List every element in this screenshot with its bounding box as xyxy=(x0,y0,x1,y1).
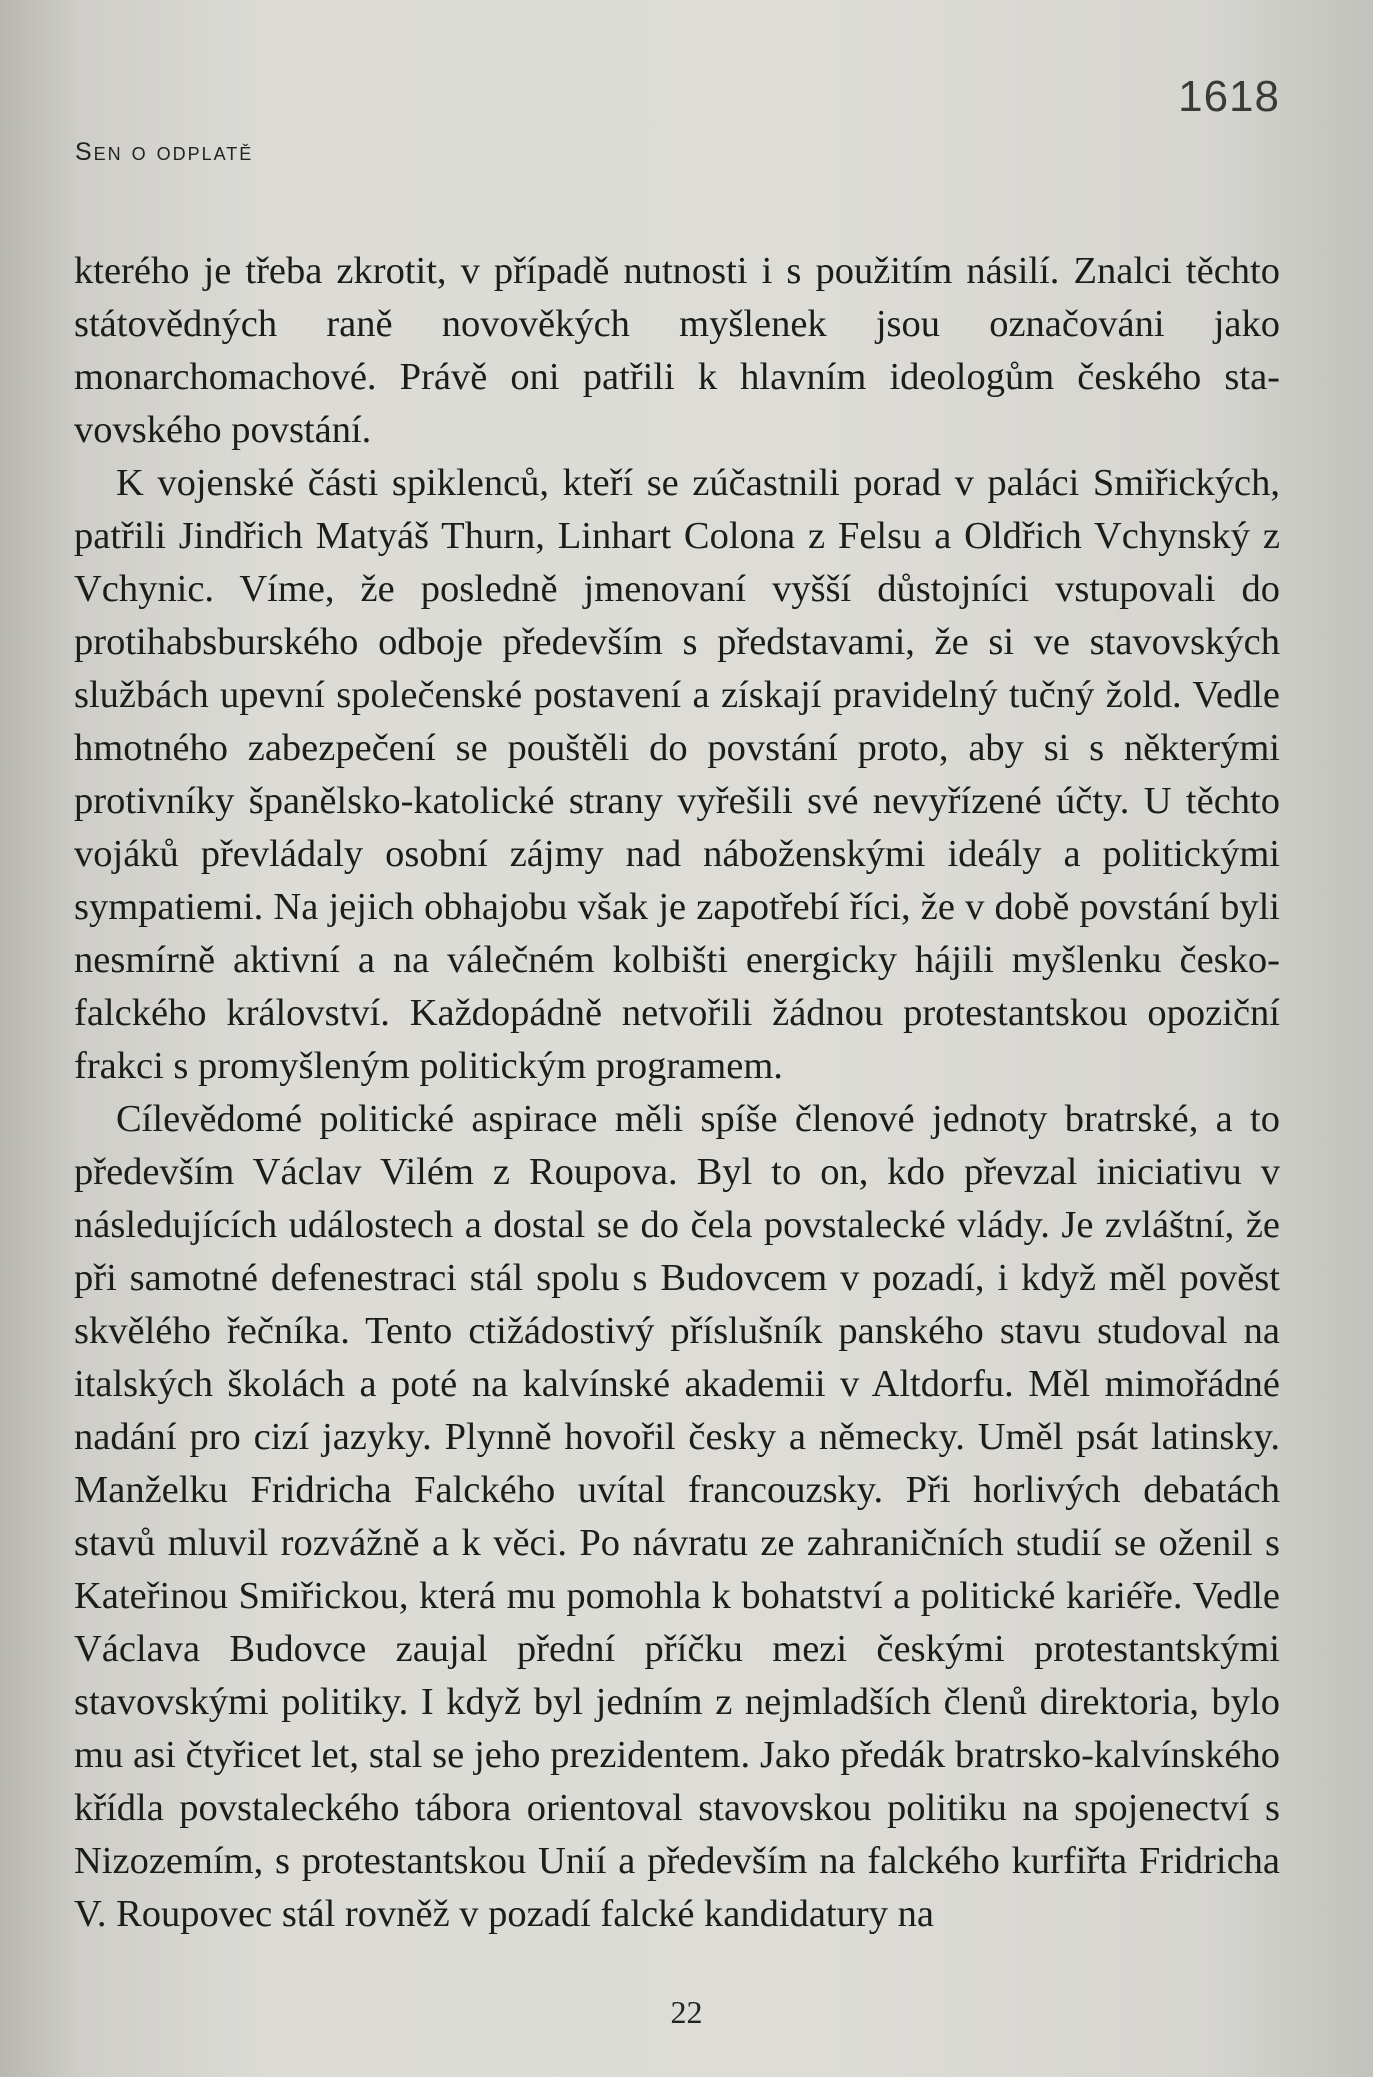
body-text xyxy=(74,245,1280,1941)
paragraph-2: K vojenské části spiklenců, kteří se zúčastnili porad v paláci Smiřických, patřili Jindřich Matyáš Thurn, Linhart Colona z Felsu a Oldřich Vchynský z Vchynic. Víme, že posledně jmenovaní vyšší důstojníci vstupovali do protihabsburského odboje především s představami, že si ve stavovských službách upevní společenské postavení a získají pravidelný tučný žold. Vedle hmotného zabezpečení se pouštěli do povstání proto, aby si s některými protivníky španělsko-katolické strany vyřešili své nevyřízené účty. U těchto vojáků převládaly osobní zájmy nad náboženskými ideály a politickými sympatiemi. Na jejich obhajobu však je zapotřebí říci, že v době povstání byli nesmírně aktivní a na válečném kolbišti energicky hájili myšlenku česko-falckého království. Každopádně netvořili žádnou protestantskou opoziční frakci s promyšleným politickým programem. xyxy=(74,462,1280,1087)
running-head: Sen o odplatě xyxy=(75,138,254,166)
chapter-year: 1618 xyxy=(1178,72,1280,121)
page-number: 22 xyxy=(670,1994,703,2030)
paragraph-1: kterého je třeba zkrotit, v případě nutnosti i s použitím násilí. Znalci těchto státovědných raně novověkých myšlenek jsou označováni jako monarchomachové. Právě oni patřili k hlavním ideologům českého stavovského povstání. xyxy=(74,250,1280,451)
paragraph-3: Cílevědomé politické aspirace měli spíše členové jednoty bratrské, a to především Václav Vilém z Roupova. Byl to on, kdo převzal iniciativu v následujících událostech a dostal se do čela povstalecké vlády. Je zvláštní, že při samotné defenestraci stál spolu s Budovcem v pozadí, i když měl pověst skvělého řečníka. Tento ctižádostivý příslušník panského stavu studoval na italských školách a poté na kalvínské akademii v Altdorfu. Měl mimořádné nadání pro cizí jazyky. Plynně hovořil česky a německy. Uměl psát latinsky. Manželku Fridricha Falckého uvítal francouzsky. Při horlivých debatách stavů mluvil rozvážně a k věci. Po návratu ze zahraničních studií se oženil s Kateřinou Smiřickou, která mu pomohla k bohatství a politické kariéře. Vedle Václava Budovce zaujal přední příčku mezi českými protestantskými stavovskými politiky. I když byl jedním z nejmladších členů direktoria, bylo mu asi čtyřicet let, stal se jeho prezidentem. Jako předák bratrsko-kalvínského křídla povstaleckého tábora orientoval stavovskou politiku na spojenectví s Nizozemím, s protestantskou Unií a především na falckého kurfiřta Fridricha V. Roupovec stál rovněž v pozadí falcké kandidatury na xyxy=(74,1098,1280,1935)
